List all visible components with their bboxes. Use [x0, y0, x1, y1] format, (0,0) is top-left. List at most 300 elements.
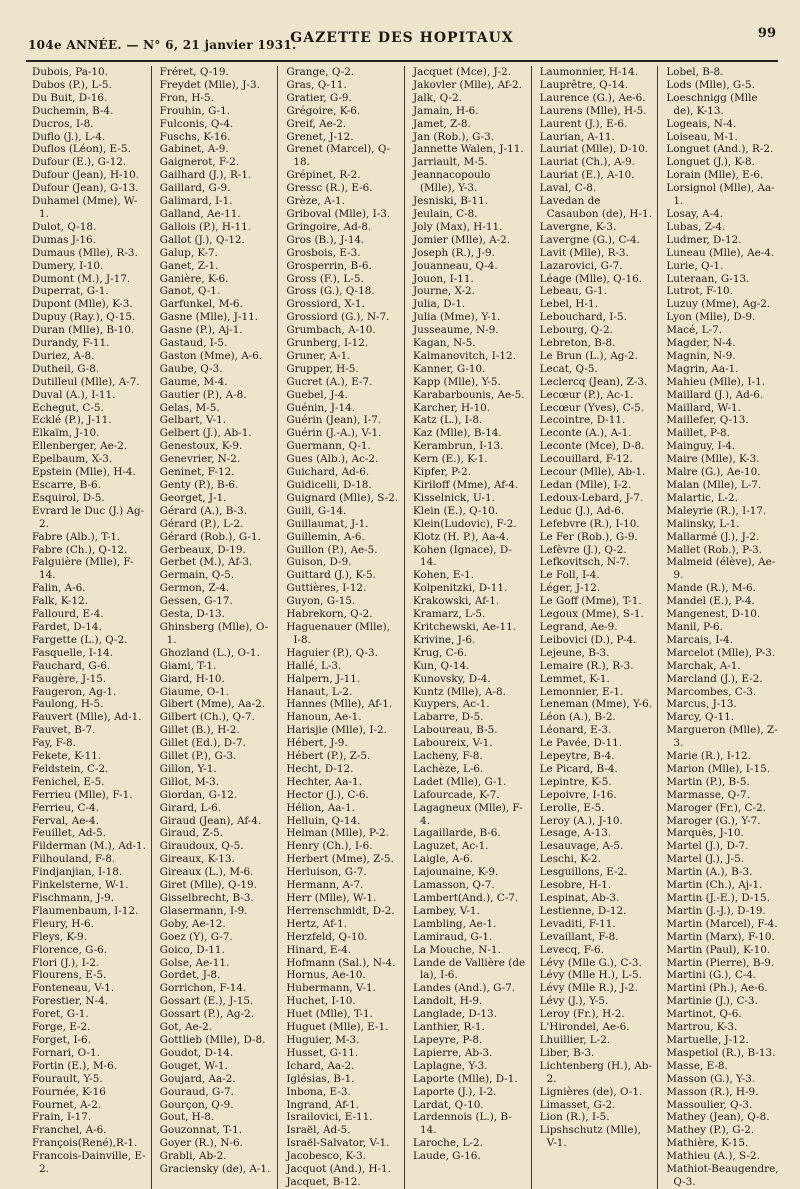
index-entry: Lafourcade, K-7. [412, 788, 500, 801]
index-entry: Georget, J-1. [159, 491, 227, 504]
index-entry: Falguière (Mlle), F-14. [32, 556, 134, 582]
index-entry: Jan (Rob.), G-3. [412, 130, 495, 143]
index-entry: Franchel, A-6. [32, 1124, 107, 1137]
index-entry: Longuet (And.), R-2. [666, 143, 774, 156]
index-entry: Lemmet, K-1. [539, 672, 610, 685]
index-entry: Giordan, G-12. [159, 788, 238, 801]
index-entry: Got, Ae-2. [159, 1021, 213, 1034]
index-entry: Losay, A-4. [666, 207, 724, 220]
index-entry: Gressc (R.), E-6. [286, 182, 373, 195]
index-entry: Kiriloff (Mme), Af-4. [412, 479, 519, 491]
index-entry: Kagan, N-5. [412, 337, 476, 350]
index-entry: Guillon (P.), Ae-5. [286, 543, 378, 556]
index-entry: Lejeune, B-3. [539, 646, 610, 659]
index-entry: Esquirol, D-5. [32, 491, 105, 504]
index-entry: Malre (G.), Ae-10. [666, 466, 761, 479]
index-entry: Lachèze, L-6. [412, 762, 484, 775]
index-entry: Halpern, J-11. [286, 672, 361, 685]
index-entry: Kohen, E-1. [412, 569, 475, 582]
index-entry: Martin (J.-E.), D-15. [666, 892, 770, 904]
index-entry: Klein (E.), Q-10. [412, 504, 499, 517]
index-entry: Garfunkel, M-6. [159, 298, 243, 311]
index-entry: Laboureix, V-1. [412, 737, 493, 750]
index-entry: Gourçon, Q-9. [159, 1098, 234, 1111]
index-entry: Fonteneau, V-1. [32, 982, 115, 995]
index-entry: Grosperrin, B-6. [286, 259, 372, 272]
index-entry: Hannes (Mlle), Af-1. [286, 698, 393, 711]
index-entry: Jakovler (Mlle), Af-2. [412, 78, 522, 91]
index-entry: Mathiot-Beaugendre, Q-3. [666, 1163, 779, 1188]
index-column-4 [404, 66, 531, 1189]
index-entry: Duriez, A-8. [32, 349, 95, 362]
index-entry: Marcais, I-4. [666, 633, 733, 646]
index-entry: Fallourd, E-4. [32, 608, 104, 621]
index-entry: Grossiord, X-1. [286, 298, 365, 311]
index-entry: Lesguillons, E-2. [539, 866, 628, 879]
index-entry: Duperrat, G-1. [32, 285, 109, 298]
index-entry: Lecœur (Yves), C-5. [539, 401, 645, 414]
index-entry: Lardennois (L.), B-14. [412, 1111, 512, 1137]
index-entry: Hébert, J-9. [286, 737, 348, 750]
index-entry: Galland, Ae-11. [159, 207, 241, 220]
index-entry: Laporte (J.), I-2. [412, 1085, 497, 1098]
index-entry: Leneman (Mme), Y-6. [539, 698, 653, 711]
index-entry: Huguet (Mlle), E-1. [286, 1021, 389, 1034]
index-entry: Dufour (Jean), G-13. [32, 182, 139, 195]
index-entry: Ludmer, D-12. [666, 233, 742, 246]
index-entry: Gireaux (L.), M-6. [159, 866, 254, 879]
index-entry: Guermann, Q-1. [286, 440, 371, 453]
index-entry: Goico, D-11. [159, 943, 225, 956]
index-entry: Gossart (P.), Ag-2. [159, 1008, 254, 1021]
index-entry: Dupuy (Ray.), Q-15. [32, 311, 136, 324]
index-entry: Epelbaum, X-3. [32, 453, 113, 466]
index-entry: Lepeytre, B-4. [539, 750, 615, 763]
index-entry: Genestoux, K-9. [159, 440, 243, 453]
index-entry: Lubas, Z-4. [666, 220, 726, 233]
index-entry: Filhouland, F-8. [32, 853, 116, 866]
index-entry: Leschi, K-2. [539, 853, 601, 866]
index-entry: Laroche, L-2. [412, 1137, 483, 1150]
index-entry: Fron, H-5. [159, 91, 214, 104]
index-entry: Guénin, J-14. [286, 401, 355, 414]
index-entry: Galimard, I-1. [159, 195, 233, 208]
index-entry: Lecointre, D-11. [539, 414, 626, 427]
index-entry: Kuntz (Mlle), A-8. [412, 685, 506, 698]
index-entry: Leduc (J.), Ad-6. [539, 504, 625, 517]
index-entry: Ganot, Q-1. [159, 285, 221, 298]
index-entry: Duval (A.), I-11. [32, 388, 116, 401]
index-entry: Lambey, V-1. [412, 904, 480, 917]
index-entry: Herrenschmidt, D-2. [286, 904, 395, 917]
index-entry: Kern (E.), K-1. [412, 453, 488, 466]
index-entry: Levecq, F-6. [539, 943, 604, 956]
index-entry: Levaillant, F-8. [539, 930, 619, 943]
index-entry: Gillet (Ed.), D-7. [159, 737, 246, 750]
index-column-5 [531, 66, 658, 1189]
index-entry: Finkelsterne, W-1. [32, 879, 129, 892]
index-entry: Magrin, Aa-1. [666, 362, 739, 375]
index-entry: Gillet (B.), H-2. [159, 724, 240, 737]
index-entry: Hornus, Ae-10. [286, 969, 366, 982]
index-entry: Gues (Alb.), Ac-2. [286, 453, 379, 466]
index-entry: Ferval, Ae-4. [32, 814, 99, 827]
index-entry: Malinsky, L-1. [666, 517, 740, 530]
index-entry: Lorain (Mlle), E-6. [666, 169, 764, 182]
index-entry: Guérin (Jean), I-7. [286, 414, 382, 427]
index-entry: Léger, J-12. [539, 582, 601, 595]
index-entry: Lecouillard, F-12. [539, 453, 633, 466]
index-entry: Gisselbrecht, B-3. [159, 892, 254, 904]
index-entry: Goujard, Aa-2. [159, 1072, 236, 1085]
index-entry: Feldstein, C-2. [32, 762, 109, 775]
index-entry: Dutilleul (Mlle), A-7. [32, 375, 140, 388]
index-entry: Dutheil, G-8. [32, 362, 100, 375]
index-entry: Kritchewski, Ae-11. [412, 620, 517, 633]
page-header [26, 20, 778, 62]
index-entry: Lespinat, Ab-3. [539, 892, 620, 904]
index-entry: Kapp (Mlle), Y-5. [412, 375, 501, 388]
index-entry: Maroger (Fr.), C-2. [666, 801, 766, 814]
index-entry: Fleys, K-9. [32, 930, 87, 943]
index-entry: Ghozland (L.), O-1. [159, 646, 260, 659]
index-entry: Fekete, K-11. [32, 750, 102, 763]
index-entry: Laurent (J.), E-6. [539, 117, 628, 130]
index-entry: Magder, N-4. [666, 337, 736, 350]
index-entry: Guili, G-14. [286, 504, 347, 517]
index-entry: Fréret, Q-19. [159, 66, 229, 78]
index-entry: Gautier (P.), A-8. [159, 388, 247, 401]
index-entry: Kalmanovitch, I-12. [412, 349, 516, 362]
index-entry: Ferrieu (Mlle), F-1. [32, 788, 133, 801]
index-entry: Lemonnier, E-1. [539, 685, 624, 698]
index-entry: Lignières (de), O-1. [539, 1085, 643, 1098]
index-entry: Lepoivre, I-16. [539, 788, 617, 801]
index-entry: Martini (Ph.), Ae-6. [666, 982, 768, 995]
index-entry: Giaume, O-1. [159, 685, 230, 698]
index-entry: Fauvert (Mlle), Ad-1. [32, 711, 142, 724]
index-entry: Giraudoux, Q-5. [159, 840, 244, 853]
index-entry: Jacquet, B-12. [286, 1175, 361, 1188]
index-entry: Guillaumat, J-1. [286, 517, 369, 530]
index-entry: Legrand, Ae-9. [539, 620, 618, 633]
index-entry: Lurie, Q-1. [666, 259, 724, 272]
index-entry: Findjanjian, I-18. [32, 866, 123, 879]
index-entry: Gelas, M-5. [159, 401, 220, 414]
index-entry: Genty (P.), B-6. [159, 479, 239, 491]
index-entry: Hermann, A-7. [286, 879, 364, 892]
index-entry: Hechter, Aa-1. [286, 775, 362, 788]
index-entry: Fabre (Alb.), T-1. [32, 530, 121, 543]
index-entry: Logeais, N-4. [666, 117, 737, 130]
index-entry: Masson (G.), Y-3. [666, 1072, 756, 1085]
index-entry: Goudot, D-14. [159, 1046, 234, 1059]
index-entry: Galup, K-7. [159, 246, 218, 259]
index-entry: Evrard le Duc (J.) Ag-2. [32, 504, 145, 530]
index-entry: Guttières, I-12. [286, 582, 367, 595]
index-entry: Jeannacopoulo (Mlle), Y-3. [412, 169, 491, 195]
index-entry: Manil, P-6. [666, 620, 723, 633]
index-entry: Gringoire, Ad-8. [286, 220, 372, 233]
index-entry: Masson (R.), H-9. [666, 1085, 759, 1098]
index-entry: Lavergne (G.), C-4. [539, 233, 640, 246]
index-entry: Lutrot, F-10. [666, 285, 733, 298]
index-entry: Gérard (A.), B-3. [159, 504, 247, 517]
index-entry: Greif, Ae-2. [286, 117, 347, 130]
index-entry: Flourens, E-5. [32, 969, 107, 982]
index-entry: Leroy (Fr.), H-2. [539, 1008, 625, 1021]
index-entry: Gillet (P.), G-3. [159, 750, 237, 763]
index-column-2 [151, 66, 278, 1189]
index-entry: Lamiraud, G-1. [412, 930, 493, 943]
index-entry: Luzuy (Mme), Ag-2. [666, 298, 771, 311]
index-entry: Grumbach, A-10. [286, 324, 376, 337]
index-entry: Gros (B.), J-14. [286, 233, 365, 246]
index-entry: Girard, L-6. [159, 801, 221, 814]
index-entry: Lecour (Mlle), Ab-1. [539, 466, 646, 479]
index-entry: Ingrand, Af-1. [286, 1098, 360, 1111]
index-entry: Faulong, H-5. [32, 698, 104, 711]
index-entry: Macé, L-7. [666, 324, 723, 337]
index-entry: Laval, C-8. [539, 182, 597, 195]
index-entry: Durandy, F-11. [32, 337, 110, 350]
index-entry: Fulconis, Q-4. [159, 117, 234, 130]
index-entry: Du Buit, D-16. [32, 91, 108, 104]
index-entry: Husset, G-11. [286, 1046, 359, 1059]
index-entry: Marion (Mlle), I-15. [666, 762, 770, 775]
page-number: 99 [757, 26, 776, 41]
index-entry: L'Hirondel, Ae-6. [539, 1021, 630, 1034]
index-entry: Limasset, G-2. [539, 1098, 616, 1111]
index-entry: Guebel, J-4. [286, 388, 348, 401]
index-entry: Mallet (Rob.), P-3. [666, 543, 763, 556]
index-entry: Fornari, O-1. [32, 1046, 100, 1059]
index-entry: Lemaire (R.), R-3. [539, 659, 634, 672]
index-entry: Escarre, B-6. [32, 479, 101, 491]
index-entry: La Mouche, N-1. [412, 943, 501, 956]
index-entry: Dubos (P.), L-5. [32, 78, 112, 91]
index-entry: Grabli, Ab-2. [159, 1150, 227, 1163]
index-entry: Jouanneau, Q-4. [412, 259, 498, 272]
index-entry: Lyon (Mlle), D-9. [666, 311, 756, 324]
index-entry: Maire (Mlle), K-3. [666, 453, 760, 466]
index-entry: Gucret (A.), E-7. [286, 375, 373, 388]
index-entry: Israilovici, E-11. [286, 1111, 373, 1124]
index-entry: Geninet, F-12. [159, 466, 235, 479]
index-entry: Lebeau, G-1. [539, 285, 607, 298]
index-entry: Guérin (J.-A.), V-1. [286, 427, 382, 440]
index-column-3 [277, 66, 404, 1189]
index-entry: Kramarz, L-5. [412, 608, 486, 621]
index-entry: Jalk, Q-2. [412, 91, 462, 104]
index-entry: Gaillard, G-9. [159, 182, 231, 195]
index-entry: Gasne (Mlle), J-11. [159, 311, 258, 324]
index-entry: Falk, K-12. [32, 595, 88, 608]
index-entry: Jacquot (And.), H-1. [286, 1163, 391, 1176]
index-entry: Forge, E-2. [32, 1021, 91, 1034]
index-entry: Glasermann, I-9. [159, 904, 248, 917]
index-entry: Guison, D-9. [286, 556, 352, 569]
index-entry: Martel (J.), J-5. [666, 853, 745, 866]
index-entry: Duflos (Léon), E-5. [32, 143, 131, 156]
index-entry: Hecht, D-12. [286, 762, 354, 775]
index-entry: Laigle, A-6. [412, 853, 474, 866]
index-entry: Maillard, W-1. [666, 401, 741, 414]
index-entry: Lauriat (E.), A-10. [539, 169, 635, 182]
index-entry: Gordet, J-8. [159, 969, 221, 982]
index-entry: Hector (J.), C-6. [286, 788, 369, 801]
index-entry: Lefebvre (R.), I-10. [539, 517, 640, 530]
index-entry: Faugère, J-15. [32, 672, 107, 685]
index-entry: Journe, X-2. [412, 285, 475, 298]
index-entry: Martin (Paul), K-10. [666, 943, 771, 956]
index-entry: Ledoux-Lebard, J-7. [539, 491, 644, 504]
index-entry: Leibovici (D.), P-4. [539, 633, 637, 646]
index-entry: Jeulain, C-8. [412, 207, 478, 220]
index-entry: Léon (A.), B-2. [539, 711, 616, 724]
index-entry: Fournet, A-2. [32, 1098, 102, 1111]
index-entry: Le Goff (Mme), T-1. [539, 595, 642, 608]
index-entry: Hofmann (Sal.), N-4. [286, 956, 396, 969]
index-entry: Jacobesco, K-3. [286, 1150, 367, 1163]
index-entry: Lecœur (P.), Ac-1. [539, 388, 634, 401]
index-entry: Dulot, Q-18. [32, 220, 97, 233]
index-entry: Freydet (Mlle), J-3. [159, 78, 260, 91]
index-entry: Lavergne, K-3. [539, 220, 617, 233]
index-entry: Mallarmé (J.), J-2. [666, 530, 760, 543]
index-entry: Martinot, Q-6. [666, 1008, 742, 1021]
index-entry: Krakowski, Af-1. [412, 595, 500, 608]
index-entry: Grenet, J-12. [286, 130, 354, 143]
index-entry: Echegut, C-5. [32, 401, 104, 414]
index-entry: Marchak, A-1. [666, 659, 741, 672]
index-entry: Lamasson, Q-7. [412, 879, 495, 892]
index-entry: Lorsignol (Mlle), Aa-1. [666, 182, 775, 208]
index-entry: Mathière, K-15. [666, 1137, 749, 1150]
index-entry: Maspetiol (R.), B-13. [666, 1046, 776, 1059]
index-entry: Grosbois, E-3. [286, 246, 361, 259]
index-entry: Foret, G-1. [32, 1008, 89, 1021]
index-entry: Gouget, W-1. [159, 1059, 228, 1072]
index-entry: Laurian, A-11. [539, 130, 615, 143]
index-entry: Jacquet (Mce), J-2. [412, 66, 512, 78]
index-entry: Gessen, G-17. [159, 595, 233, 608]
index-entry: Fargette (L.), Q-2. [32, 633, 128, 646]
index-entry: François(René),R-1. [32, 1137, 138, 1150]
index-entry: Langlade, D-13. [412, 1008, 497, 1021]
index-entry: Gillon, Y-1. [159, 762, 217, 775]
index-entry: Fortin (E.), M-6. [32, 1059, 118, 1072]
index-entry: Lajounaine, K-9. [412, 866, 499, 879]
index-entry: Herluison, G-7. [286, 866, 367, 879]
index-entry: Lerolle, E-5. [539, 801, 605, 814]
index-entry: Marcy, Q-11. [666, 711, 734, 724]
index-entry: Herzfeld, Q-10. [286, 930, 368, 943]
index-entry: Gérard (P.), L-2. [159, 517, 244, 530]
index-entry: Fuschs, K-16. [159, 130, 231, 143]
index-entry: Lebel, H-1. [539, 298, 598, 311]
index-entry: Kohen (Ignace), D-14. [412, 543, 512, 569]
index-entry: Grossiord (G.), N-7. [286, 311, 390, 324]
index-entry: Herr (Mlle), W-1. [286, 892, 377, 904]
index-entry: Falin, A-6. [32, 582, 86, 595]
index-entry: Huguier, M-3. [286, 1033, 360, 1046]
index-entry: Gallois (P.), H-11. [159, 220, 252, 233]
index-entry: Jannette Walen, J-11. [412, 143, 524, 156]
index-entry: Lauprêtre, Q-14. [539, 78, 629, 91]
index-entry: Grégoire, K-6. [286, 104, 361, 117]
index-entry: Lichtenberg (H.), Ab-2. [539, 1059, 652, 1085]
index-entry: Gaston (Mme), A-6. [159, 349, 263, 362]
index-entry: Lanthier, R-1. [412, 1021, 485, 1034]
index-entry: Lipshschutz (Mlle), V-1. [539, 1124, 641, 1150]
index-entry: Iglésias, B-1. [286, 1072, 355, 1085]
index-entry: Gaume, M-4. [159, 375, 228, 388]
index-entry: Gottlieb (Mlle), D-8. [159, 1033, 266, 1046]
index-entry: Frouhin, G-1. [159, 104, 231, 117]
index-entry: Jesniski, B-11. [412, 195, 489, 208]
index-entry: Malmeid (élève), Ae-9. [666, 556, 776, 582]
index-entry: Haguier (P.), Q-3. [286, 646, 378, 659]
index-entry: Kerambrun, I-13. [412, 440, 504, 453]
index-entry: Fardet, D-14. [32, 620, 102, 633]
index-entry: Léonard, E-3. [539, 724, 612, 737]
index-entry: Habrekorn, Q-2. [286, 608, 373, 621]
index-entry: Leconte (Mce), D-8. [539, 440, 645, 453]
index-entry: Lesage, A-13. [539, 827, 612, 840]
index-entry: Epstein (Mlle), H-4. [32, 466, 136, 479]
index-entry: Ganet, Z-1. [159, 259, 219, 272]
index-entry: Jouon, I-11. [412, 272, 474, 285]
index-entry: Lévy (J.), Y-5. [539, 995, 609, 1008]
index-entry: Gilbert (Ch.), Q-7. [159, 711, 255, 724]
index-entry: Lévy (Mlle H.), L-5. [539, 969, 642, 982]
index-entry: Marcland (J.), E-2. [666, 672, 763, 685]
index-entry: Lods (Mlle), G-5. [666, 78, 755, 91]
index-entry: Guyon, G-15. [286, 595, 356, 608]
index-entry: Gérard (Rob.), G-1. [159, 530, 261, 543]
index-entry: Huet (Mlle), T-1. [286, 1008, 373, 1021]
index-entry: Martin (Pierre), B-9. [666, 956, 775, 969]
index-entry: Klotz (H. P.), Aa-4. [412, 530, 509, 543]
index-entry: Gelbert (J.), Ab-1. [159, 427, 252, 440]
index-entry: Marcelot (Mlle), P-3. [666, 646, 776, 659]
index-entry: Lefkovitsch, N-7. [539, 556, 630, 569]
index-entry: Helman (Mlle), P-2. [286, 827, 389, 840]
index-entry: Mathey (P.), G-2. [666, 1124, 755, 1137]
index-entry: Ladet (Mlle), G-1. [412, 775, 507, 788]
index-entry: Faugeron, Ag-1. [32, 685, 117, 698]
index-entry: Giami, T-1. [159, 659, 217, 672]
index-entry: Herbert (Mme), Z-5. [286, 853, 394, 866]
index-entry: Kipfer, P-2. [412, 466, 471, 479]
index-entry: Martin (A.), B-3. [666, 866, 753, 879]
index-entry: Martin (P.), B-5. [666, 775, 750, 788]
index-entry: Lapierre, Ab-3. [412, 1046, 493, 1059]
index-entry: Flori (J.), I-2. [32, 956, 100, 969]
index-entry: Mangenest, D-10. [666, 608, 761, 621]
index-entry: Gireaux, K-13. [159, 853, 235, 866]
index-entry: Laude, G-16. [412, 1150, 481, 1163]
index-entry: Liber, B-3. [539, 1046, 595, 1059]
index-entry: Genevrier, N-2. [159, 453, 241, 466]
index-entry: Martin (Ch.), Aj-1. [666, 879, 763, 892]
index-entry: Fasquelle, I-14. [32, 646, 114, 659]
index-entry: Giraud (Jean), Af-4. [159, 814, 262, 827]
index-entry: Jamet, Z-8. [412, 117, 471, 130]
index-entry: Loeschnigg (Mlle de), K-13. [666, 91, 758, 117]
index-entry: Hinard, E-4. [286, 943, 352, 956]
